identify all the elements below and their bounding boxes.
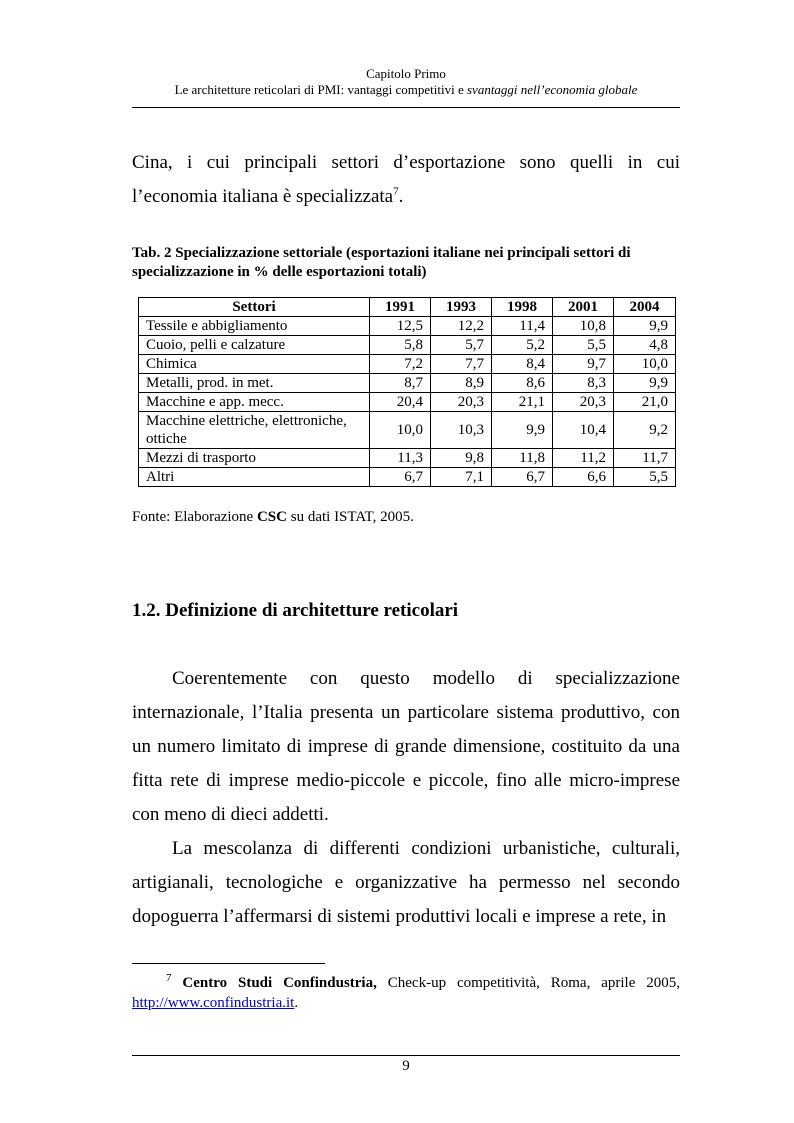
intro-end: . xyxy=(398,186,404,207)
table-cell: 6,7 xyxy=(370,468,431,487)
column-header: Settori xyxy=(139,298,370,317)
source-bold: CSC xyxy=(256,509,287,525)
footer-divider xyxy=(132,1055,680,1056)
row-label: Mezzi di trasporto xyxy=(139,449,370,468)
table-row xyxy=(139,468,676,487)
footnote-ref[interactable]: 7 xyxy=(393,185,399,198)
table-cell: 5,7 xyxy=(431,336,492,355)
table-cell: 6,6 xyxy=(553,468,614,487)
table-cell: 7,7 xyxy=(431,355,492,374)
table-cell: 8,3 xyxy=(553,374,614,393)
table-cell: 9,9 xyxy=(492,412,553,449)
row-label: Macchine e app. mecc. xyxy=(139,393,370,412)
column-header: 2004 xyxy=(614,298,676,317)
column-header: 2001 xyxy=(553,298,614,317)
column-header: 1998 xyxy=(492,298,553,317)
source-prefix: Fonte: Elaborazione xyxy=(132,509,257,525)
table-cell: 7,1 xyxy=(431,468,492,487)
footnote-divider xyxy=(132,963,325,964)
table-row xyxy=(139,355,676,374)
footnote-number: 7 xyxy=(166,972,172,984)
row-label: Cuoio, pelli e calzature xyxy=(139,336,370,355)
table-cell: 10,4 xyxy=(553,412,614,449)
table-cell: 9,8 xyxy=(431,449,492,468)
table-cell: 11,8 xyxy=(492,449,553,468)
table-cell: 21,1 xyxy=(492,393,553,412)
table-cell: 20,3 xyxy=(431,393,492,412)
row-label: Macchine elettriche, elettroniche, ottiche xyxy=(139,412,370,449)
table-cell: 9,7 xyxy=(553,355,614,374)
running-header-subtitle-regular: Le architetture reticolari di PMI: vantaggi competitivi e xyxy=(174,82,467,97)
paragraph: Coerentemente con questo modello di specializzazione internazionale, l’Italia presenta un particolare sistema produttivo, con un numero limitato di imprese di grande dimensione, costituito da una fitta rete di imprese medio-piccole e piccole, fino alle micro-imprese con meno di dieci addetti. xyxy=(132,668,680,825)
paragraph: La mescolanza di differenti condizioni urbanistiche, culturali, artigianali, tecnologiche e organizzative ha permesso nel secondo dopoguerra l’affermarsi di sistemi produttivi locali e imprese a rete, in xyxy=(132,838,680,927)
table-header-row xyxy=(139,298,676,317)
row-label: Tessile e abbigliamento xyxy=(139,317,370,336)
table-cell: 11,3 xyxy=(370,449,431,468)
table-cell: 9,9 xyxy=(614,317,676,336)
table-cell: 10,0 xyxy=(370,412,431,449)
section-title: 1.2. Definizione di architetture reticolari xyxy=(132,600,459,621)
table-cell: 5,2 xyxy=(492,336,553,355)
table-row xyxy=(139,393,676,412)
table-cell: 4,8 xyxy=(614,336,676,355)
column-header: 1993 xyxy=(431,298,492,317)
row-label: Chimica xyxy=(139,355,370,374)
table-cell: 20,3 xyxy=(553,393,614,412)
running-header-subtitle-italic: svantaggi nell’economia globale xyxy=(466,82,638,97)
table-cell: 9,9 xyxy=(614,374,676,393)
intro-text: Cina, i cui principali settori d’esportazione sono quelli in cui l’economia italiana è specializzata xyxy=(132,152,680,207)
source-suffix: su dati ISTAT, 2005. xyxy=(286,509,414,525)
footnote-link[interactable]: http://www.confindustria.it xyxy=(132,995,295,1011)
table-cell: 10,3 xyxy=(431,412,492,449)
table-cell: 21,0 xyxy=(614,393,676,412)
row-label: Metalli, prod. in met. xyxy=(139,374,370,393)
table-cell: 5,5 xyxy=(553,336,614,355)
running-header-chapter: Capitolo Primo xyxy=(366,66,446,81)
table-cell: 6,7 xyxy=(492,468,553,487)
row-label: Altri xyxy=(139,468,370,487)
header-divider xyxy=(132,107,680,108)
table-caption: Tab. 2 Specializzazione settoriale (esportazioni italiane nei principali settori di specializzazione in % delle esportazioni totali) xyxy=(132,245,631,280)
table-source xyxy=(132,509,414,526)
table-row xyxy=(139,317,676,336)
table-row xyxy=(139,449,676,468)
intro-paragraph xyxy=(132,146,680,214)
table-cell: 10,0 xyxy=(614,355,676,374)
table-row xyxy=(139,412,676,449)
body-paragraphs xyxy=(132,662,680,934)
table-cell: 5,5 xyxy=(614,468,676,487)
footnote-author: Centro Studi Confindustria, xyxy=(182,975,377,991)
specialization-table xyxy=(138,297,676,487)
table-cell: 7,2 xyxy=(370,355,431,374)
table-cell: 10,8 xyxy=(553,317,614,336)
table-cell: 12,2 xyxy=(431,317,492,336)
column-header: 1991 xyxy=(370,298,431,317)
footnote xyxy=(132,973,680,1013)
table-cell: 11,2 xyxy=(553,449,614,468)
table-cell: 8,4 xyxy=(492,355,553,374)
table-cell: 8,6 xyxy=(492,374,553,393)
table-cell: 8,9 xyxy=(431,374,492,393)
table-row xyxy=(139,336,676,355)
table-cell: 12,5 xyxy=(370,317,431,336)
table-cell: 9,2 xyxy=(614,412,676,449)
table-cell: 8,7 xyxy=(370,374,431,393)
table-cell: 20,4 xyxy=(370,393,431,412)
table-row xyxy=(139,374,676,393)
table-cell: 11,4 xyxy=(492,317,553,336)
running-header-subtitle xyxy=(132,82,680,98)
table-cell: 11,7 xyxy=(614,449,676,468)
page-number: 9 xyxy=(402,1058,410,1074)
footnote-text: Check-up competitività, Roma, aprile 2005, xyxy=(376,975,680,991)
table-cell: 5,8 xyxy=(370,336,431,355)
footnote-end: . xyxy=(294,995,299,1011)
